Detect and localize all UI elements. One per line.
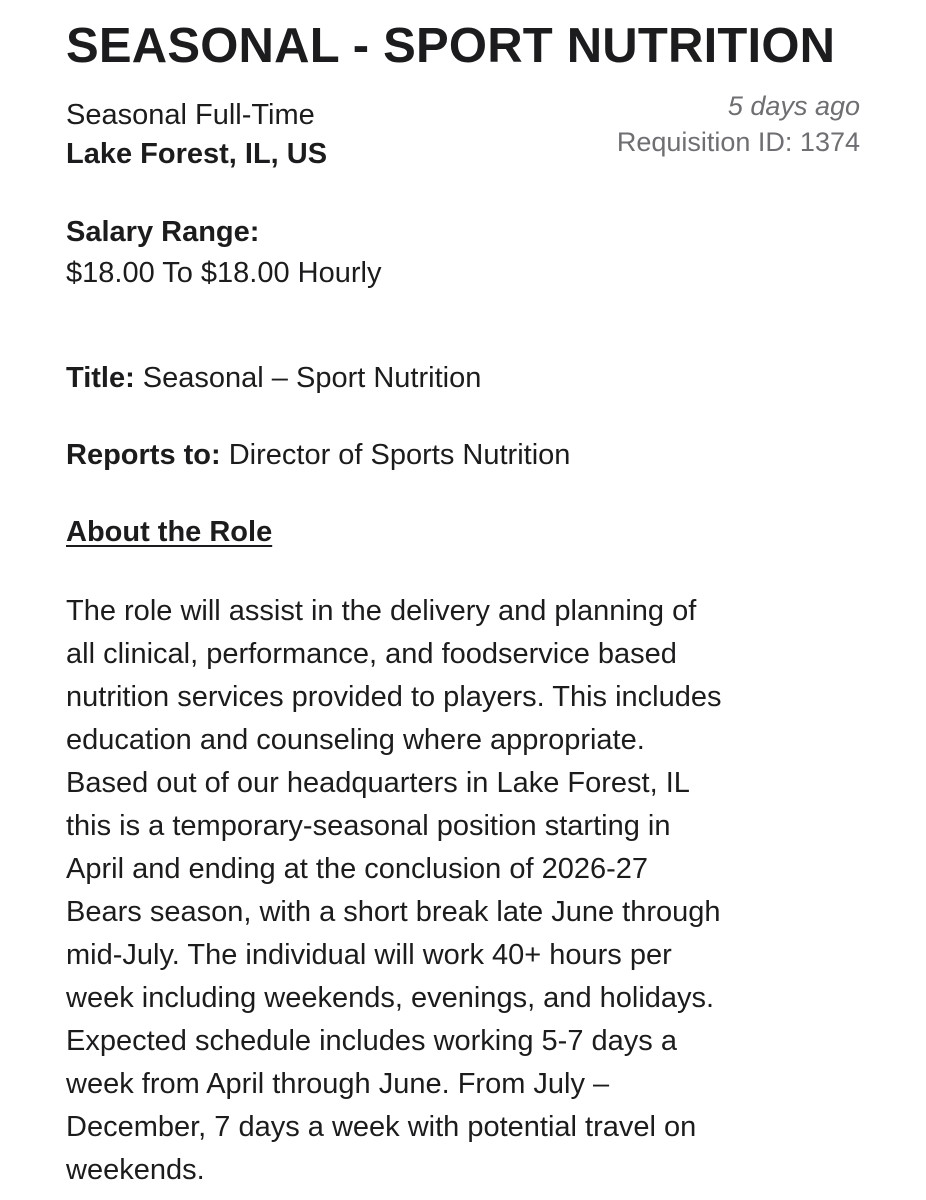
body-line: Based out of our headquarters in Lake Forest, IL xyxy=(66,767,690,799)
body-line: December, 7 days a week with potential travel on xyxy=(66,1111,697,1143)
title-field-value: Seasonal – Sport Nutrition xyxy=(134,362,482,394)
job-meta-right xyxy=(617,90,860,158)
reports-to-field xyxy=(66,437,866,473)
about-role-heading: About the Role xyxy=(66,516,273,548)
posted-date: 5 days ago xyxy=(727,91,860,121)
job-meta-left xyxy=(66,98,327,171)
salary-value: $18.00 To $18.00 Hourly xyxy=(66,257,382,289)
body-line: Bears season, with a short break late June through xyxy=(66,896,721,928)
body-line: The role will assist in the delivery and planning of xyxy=(66,595,697,627)
title-field xyxy=(66,360,866,396)
body-line: mid-July. The individual will work 40+ hours per xyxy=(66,939,672,971)
requisition-id: Requisition ID: 1374 xyxy=(616,127,860,157)
body-line: week from April through June. From July – xyxy=(66,1068,610,1100)
body-line: week including weekends, evenings, and holidays. xyxy=(66,982,715,1014)
salary-section xyxy=(66,214,866,291)
salary-label: Salary Range: xyxy=(66,216,260,248)
body-line: nutrition services provided to players. This includes xyxy=(66,681,722,713)
body-line: education and counseling where appropriate. xyxy=(66,724,645,756)
employment-type: Seasonal Full-Time xyxy=(66,99,315,131)
body-line: Expected schedule includes working 5-7 days a xyxy=(66,1025,677,1057)
job-location: Lake Forest, IL, US xyxy=(66,138,328,170)
body-line: all clinical, performance, and foodservice based xyxy=(66,638,677,670)
job-meta xyxy=(66,91,866,174)
reports-to-value: Director of Sports Nutrition xyxy=(220,439,571,471)
title-field-label: Title: xyxy=(66,362,135,394)
about-role-body xyxy=(66,590,866,1192)
body-line: April and ending at the conclusion of 2026-27 xyxy=(66,853,649,885)
body-line: this is a temporary-seasonal position starting in xyxy=(66,810,671,842)
job-posting xyxy=(66,18,866,1192)
body-line: weekends. xyxy=(66,1154,205,1186)
reports-to-label: Reports to: xyxy=(66,439,221,471)
job-title: SEASONAL - SPORT NUTRITION xyxy=(66,19,836,73)
